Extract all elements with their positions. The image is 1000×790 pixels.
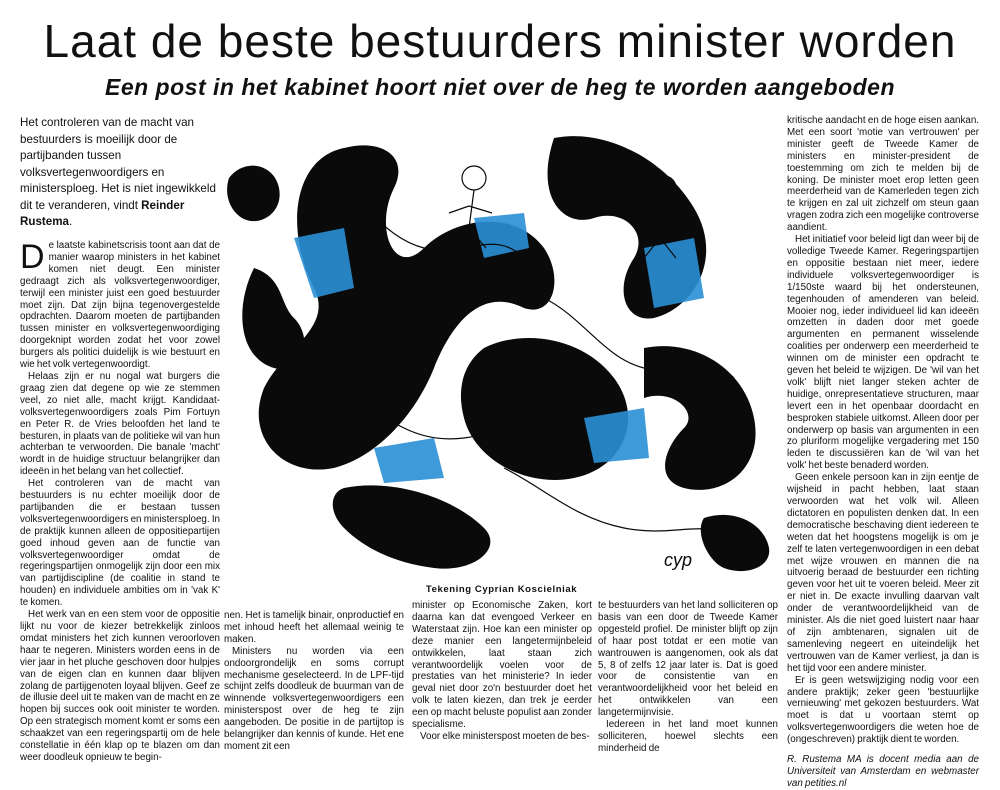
drop-cap: D bbox=[20, 238, 45, 276]
intro-end: . bbox=[68, 215, 73, 228]
illustration-signature: cyp bbox=[664, 550, 693, 570]
article-column-2 bbox=[224, 610, 404, 750]
article-column-3 bbox=[412, 600, 592, 750]
paragraph: nen. Het is tamelijk binair, onproductief en met inhoud heeft het allemaal weinig te maken. bbox=[224, 610, 404, 645]
paragraph: Helaas zijn er nu nogal wat burgers die graag zien dat degene op wie ze stemmen veel, zo niet alle, macht krijgt. Kandidaat-volksvertegenwoordigers zoals Pim Fortuyn en Peter R. de Vries beloofden het land te besturen, in plaats van de politieke wil van hun achterban te verwoorden. Die banale 'macht' wordt in de huidige structuur belangrijker dan ideeën in het belang van het collectief. bbox=[20, 370, 220, 478]
paragraph: minister op Economische Zaken, kort daarna kan dat evengoed Verkeer en Waterstaat zijn. Hoe kan een minister op deze manier een langetermijnbeleid ontwikkelen, laat staan zich verantwoordelijk voelen voor de prestaties van het ministerie? In ieder geval niet door zo'n bestuurder doet het volk te laten kiezen, dan trek je eerder een op macht beluste populist aan zonder specialisme. bbox=[412, 600, 592, 731]
paragraph: Iedereen in het land moet kunnen solliciteren, hoewel slechts een minderheid de bbox=[598, 719, 778, 754]
illustration-caption: Tekening Cyprian Koscielniak bbox=[425, 584, 578, 595]
article-column-4 bbox=[598, 600, 778, 754]
illustration bbox=[224, 118, 779, 578]
subheadline: Een post in het kabinet hoort niet over de heg te worden aangeboden bbox=[104, 74, 896, 100]
paragraph: Het controleren van de macht van bestuurders is nu echter moeilijk door de partijbanden die er bestaan tussen volksvertegenwoordigers en ministersploeg. In de praktijk kunnen alleen de oppositiepartijen goed inhoud geven aan de functie van volksvertegenwoordiger omdat de regeringspartijen onmogelijk zijn door een mix van partijdiscipline (de coalitie in stand te houden) en individuele ambities om in 'vak K' te komen. bbox=[20, 478, 220, 609]
paragraph: te bestuurders van het land solliciteren op basis van een door de Tweede Kamer opgesteld profiel. De minister blijft op zijn of haar post totdat er een motie van wantrouwen is aangenomen, ook als dat 5, 8 of zelfs 12 jaar later is. Dat is goed voor de consistentie van en verantwoordelijkheid voor het beleid en het ontwikkelen van een langetermijnvisie. bbox=[598, 600, 778, 719]
article-column-5 bbox=[787, 115, 979, 789]
author-note: R. Rustema MA is docent media aan de Universiteit van Amsterdam en webmaster van petities.nl bbox=[787, 754, 979, 789]
article-column-1 bbox=[20, 238, 220, 763]
intro-text: Het controleren van de macht van bestuurders is moeilijk door de partijbanden tussen volksvertegenwoordigers en ministersploeg. Het is niet ingewikkeld dit te veranderen, vindt bbox=[20, 116, 216, 212]
headline: Laat de beste bestuurders minister worden bbox=[43, 15, 957, 67]
intro-lead bbox=[20, 115, 220, 231]
paragraph: Er is geen wetswijziging nodig voor een andere praktijk; zeker geen 'bestuurlijke vernieuwing' met gekozen bestuurders. Wat moet is dat u voortaan stemt op volksvertegenwoordigers die weten hoe de (ongeschreven) praktijk dient te worden. bbox=[787, 674, 979, 746]
paragraph: Geen enkele persoon kan in zijn eentje de wijsheid in pacht hebben, laat staan verwoorden wat het volk wil. Alleen dictatoren en populisten denken dat. In een democratische beschaving dient iedereen te weten dat het hoogstens mogelijk is om je zelf te laten vertegenwoordigen in een debat met wijze vrouwen en mannen die na uitvoerig beraad de bestuurder een richting geven voor het uit te voeren beleid. Meer zit er niet in. De exacte invulling daarvan valt onder de verantwoordelijkheid van de minister. Als die niet goed luistert naar haar of zijn ambtenaren, signalen uit de samenleving negeert en uiteindelijk het vertrouwen van de Kamer verliest, ja dan is het tijd voor een andere minister. bbox=[787, 472, 979, 674]
paragraph-text: e laatste kabinetscrisis toont aan dat de manier waarop ministers in het kabinet komen niet deugt. Een minister gedraagt zich als volksvertegenwoordiger, terwijl een minister juist een goed bestuurder moet zijn. Dat zijn bijna tegenovergestelde opdrachten. Daarom moeten de partijbanden tussen minister en volksvertegenwoordiging doorgeknipt worden zodat het voor zowel burgers als politici duidelijk is wie bestuurt en wie het volk vertegenwoordigt. bbox=[20, 240, 220, 371]
intro-author: Reinder Rustema bbox=[20, 198, 185, 228]
paragraph: Het werk van en een stem voor de oppositie lijkt nu voor de kiezer betrekkelijk zinloos omdat ministers het zich kunnen veroorloven haar te negeren. Ministers worden eens in de vier jaar in het pluche geschoven door hulpjes van de eigen clan en kunnen daar blijven zolang de partijgenoten loyaal blijven. Geef ze de illusie deel uit te maken van de macht en ze hopen bij succes ook ooit minister te worden. Op een strategisch moment komt er soms een schaakzet van een regeringspartij om de hele constellatie in één klap op te blazen om dan weer doodleuk opnieuw te begin- bbox=[20, 609, 220, 763]
paragraph: Het initiatief voor beleid ligt dan weer bij de volledige Tweede Kamer. Regeringspartijen en oppositie bestaan niet meer, iedere individuele volksvertegenwoordiger is 1/150ste waard bij het ondersteunen, tegenhouden of amenderen van beleid. Mooier nog, ieder individueel lid kan ideeën omzetten in daden door met goede argumenten en permanent wisselende coalities per onderwerp een meerderheid te winnen om de minister een opdracht te geven het beleid te wijzigen. De 'wil van het volk' blijft niet langer steken achter de huidige, onrepresentatieve structuren, maar levert een in het openbaar doordacht en besproken stabiele uitkomst. Alleen door per onderwerp op basis van argumenten in een zo pluriform mogelijke vergadering met 150 leden te discussiëren kan de 'wil van het volk' het beste benaderd worden. bbox=[787, 234, 979, 472]
paragraph: Voor elke ministerspost moeten de bes- bbox=[420, 730, 590, 742]
paragraph: Ministers nu worden via een ondoorgrondelijk en soms corrupt mechanisme geselecteerd. In de LPF-tijd schijnt zelfs doodleuk de buurman van de winnende volksvertegenwoordigers een ministerspost over de heg te zijn aangeboden. De positie in de partijtop is belangrijker dan kennis of kunde. Het ene moment zit een bbox=[224, 645, 404, 752]
paragraph: kritische aandacht en de hoge eisen aankan. Met een soort 'motie van vertrouwen' per minister geeft de Tweede Kamer de ministers en minister-president de toestemming om zich te melden bij de koning. De minister moet erop letten geen meerderheid van de Kamerleden tegen zich te krijgen en zal uit zichzelf om steun gaan vragen zodra zich een mogelijke controverse aandient. bbox=[787, 115, 979, 234]
paragraph bbox=[20, 240, 220, 371]
